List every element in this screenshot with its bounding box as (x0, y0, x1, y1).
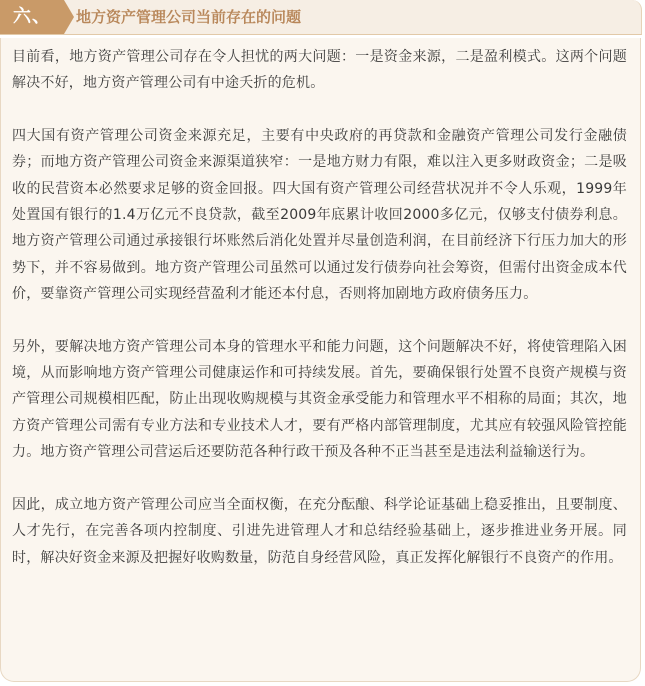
section-title: 地方资产管理公司当前存在的问题 (76, 8, 302, 26)
paragraph: 另外，要解决地方资产管理公司本身的管理水平和能力问题，这个问题解决不好，将使管理陷入困境，从而影响地方资产管理公司健康运作和可持续发展。首先，要确保银行处置不良资产规模与资产管理公司规模相匹配，防止出现收购规模与其资金承受能力和管理水平不相称的局面；其次，地方资产管理公司需有专业方法和专业技术人才，要有严格内部管理制度，尤其应有较强风险管控能力。地方资产管理公司营运后还要防范各种行政干预及各种不正当甚至是违法利益输送行为。 (12, 338, 627, 461)
paragraph: 目前看，地方资产管理公司存在令人担忧的两大问题：一是资金来源，二是盈利模式。这两个问题解决不好，地方资产管理公司有中途夭折的危机。 (12, 49, 627, 92)
section-header (0, 0, 642, 35)
paragraph: 四大国有资产管理公司资金来源充足，主要有中央政府的再贷款和金融资产管理公司发行金融债券；而地方资产管理公司资金来源渠道狭窄：一是地方财力有限，难以注入更多财政资金；二是吸收的民营资本必然要求足够的资金回报。四大国有资产管理公司经营状况并不令人乐观，1999年处置国有银行的1.4万亿元不良贷款，截至2009年底累计收回2000多亿元，仅够支付债券利息。地方资产管理公司通过承接银行坏账然后消化处置并尽量创造利润，在目前经济下行压力加大的形势下，并不容易做到。地方资产管理公司虽然可以通过发行债券向社会筹资，但需付出资金成本代价，要靠资产管理公司实现经营盈利才能还本付息，否则将加剧地方政府债务压力。 (12, 127, 627, 303)
paragraph: 因此，成立地方资产管理公司应当全面权衡，在充分酝酿、科学论证基础上稳妥推出，且要制度、人才先行，在完善各项内控制度、引进先进管理人才和总结经验基础上，逐步推进业务开展。同时，解决好资金来源及把握好收购数量，防范自身经营风险，真正发挥化解银行不良资产的作用。 (12, 496, 627, 566)
section-body (0, 38, 641, 682)
section-number-badge: 六、 (0, 0, 64, 34)
